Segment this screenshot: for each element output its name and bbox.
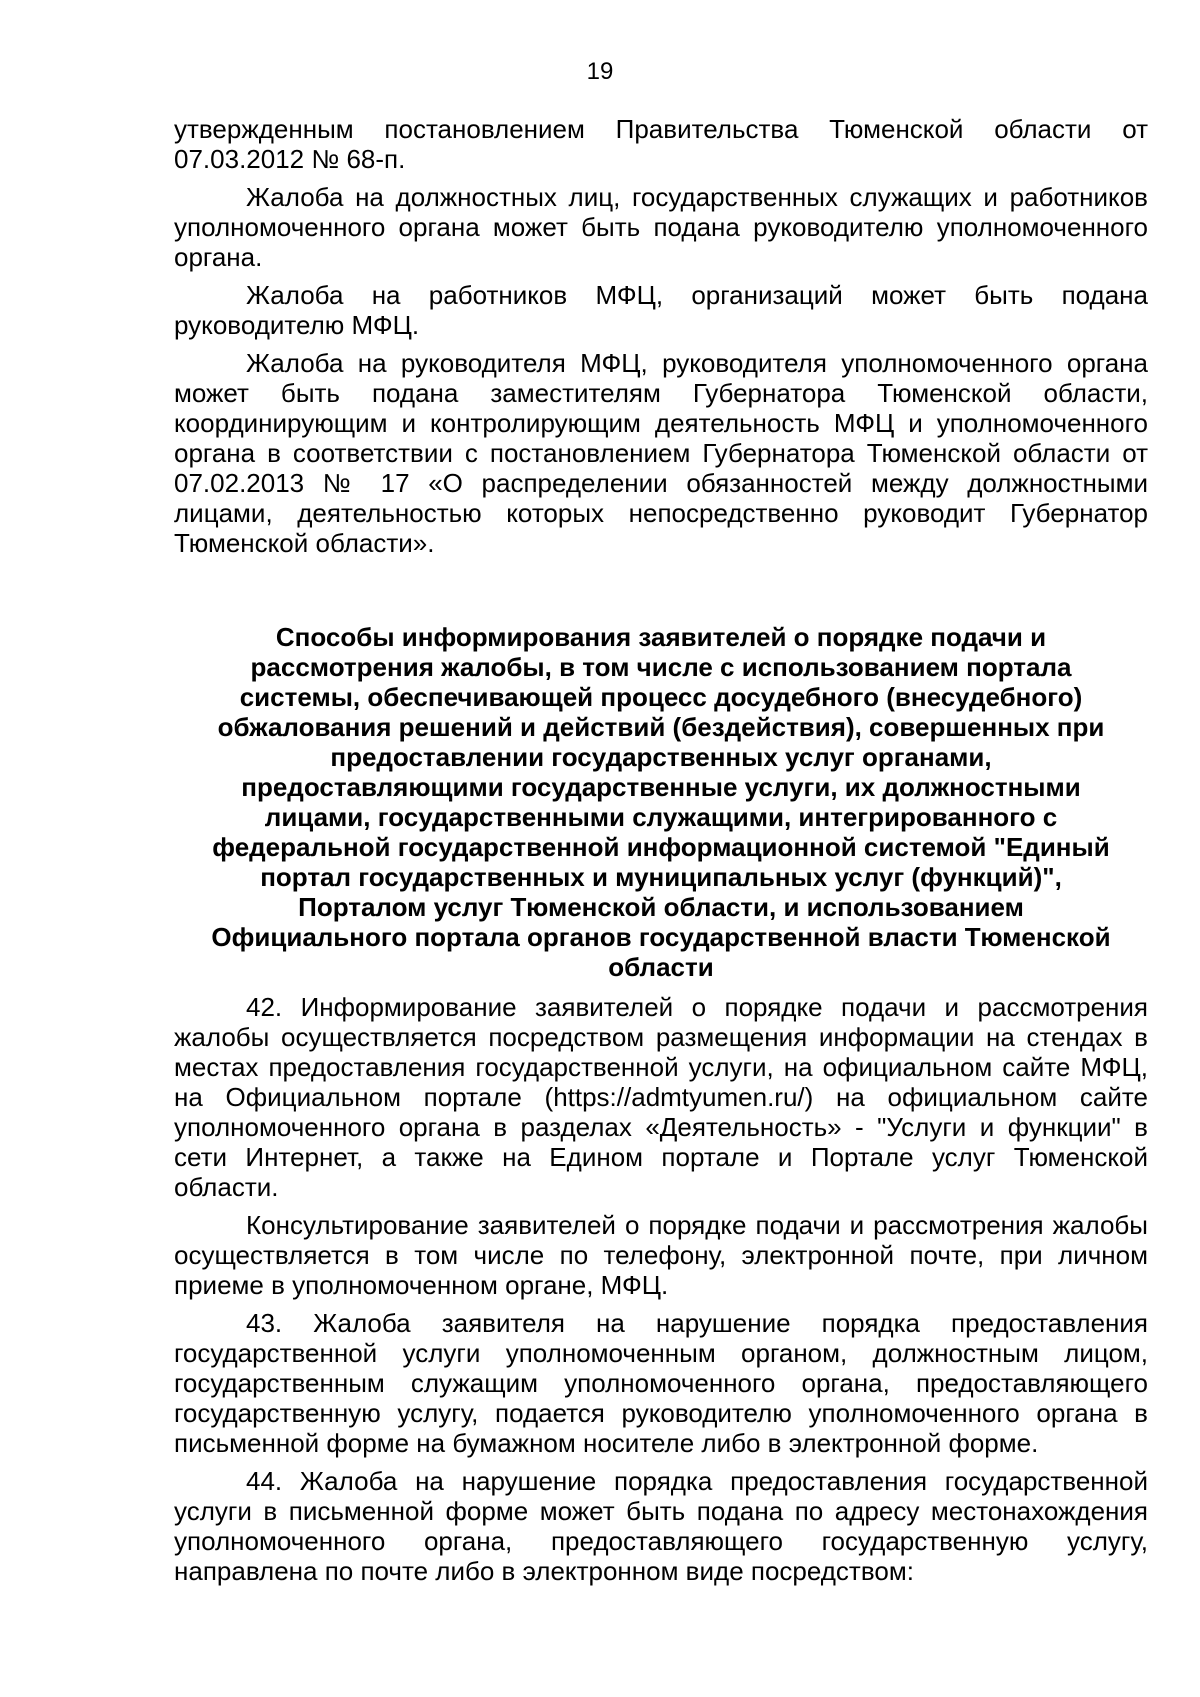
paragraph-complaint-heads: Жалоба на руководителя МФЦ, руководителя уполномоченного органа может быть подана заместителям Губернатора Тюменской области, координирующим и контролирующим деятельность МФЦ и уполномоченного органа в соответствии с постановлением Губернатора Тюменской области от 07.02.2013 № 17 «О распределении обязанностей между должностными лицами, деятельностью которых непосредственно руководит Губернатор Тюменской области». — [174, 348, 1148, 558]
paragraph-complaint-officials: Жалоба на должностных лиц, государственных служащих и работников уполномоченного органа может быть подана руководителю уполномоченного органа. — [174, 182, 1148, 272]
paragraph-42: 42. Информирование заявителей о порядке подачи и рассмотрения жалобы осуществляется посредством размещения информации на стендах в местах предоставления государственной услуги, на официальном сайте МФЦ, на Официальном портале (https://admtyumen.ru/) на официальном сайте уполномоченного органа в разделах «Деятельность» - "Услуги и функции" в сети Интернет, а также на Едином портале и Портале услуг Тюменской области. — [174, 992, 1148, 1202]
paragraph-complaint-mfc-workers: Жалоба на работников МФЦ, организаций может быть подана руководителю МФЦ. — [174, 280, 1148, 340]
page-number: 19 — [586, 58, 614, 85]
paragraph-44: 44. Жалоба на нарушение порядка предоставления государственной услуги в письменной форме может быть подана по адресу местонахождения уполномоченного органа, предоставляющего государственную услугу, направлена по почте либо в электронном виде посредством: — [174, 1466, 1148, 1586]
section-heading: Способы информирования заявителей о порядке подачи и рассмотрения жалобы, в том числе с использованием портала системы, обеспечивающей процесс досудебного (внесудебного) обжалования решений и действий (бездействия), совершенных при предоставлении государственных услуг органами, предоставляющими государственные услуги, их должностными лицами, государственными служащими, интегрированного с федеральной государственной информационной системой "Единый портал государственных и муниципальных услуг (функций)", Порталом услуг Тюменской области, и использованием Официального портала органов государственной власти Тюменской области — [211, 622, 1111, 982]
paragraph-43: 43. Жалоба заявителя на нарушение порядка предоставления государственной услуги уполномоченным органом, должностным лицом, государственным служащим уполномоченного органа, предоставляющего государственную услугу, подается руководителю уполномоченного органа в письменной форме на бумажном носителе либо в электронной форме. — [174, 1308, 1148, 1458]
paragraph-consulting: Консультирование заявителей о порядке подачи и рассмотрения жалобы осуществляется в том числе по телефону, электронной почте, при личном приеме в уполномоченном органе, МФЦ. — [174, 1210, 1148, 1300]
document-body — [174, 114, 1148, 1594]
paragraph-continuation: утвержденным постановлением Правительства Тюменской области от 07.03.2012 № 68-п. — [174, 114, 1148, 174]
